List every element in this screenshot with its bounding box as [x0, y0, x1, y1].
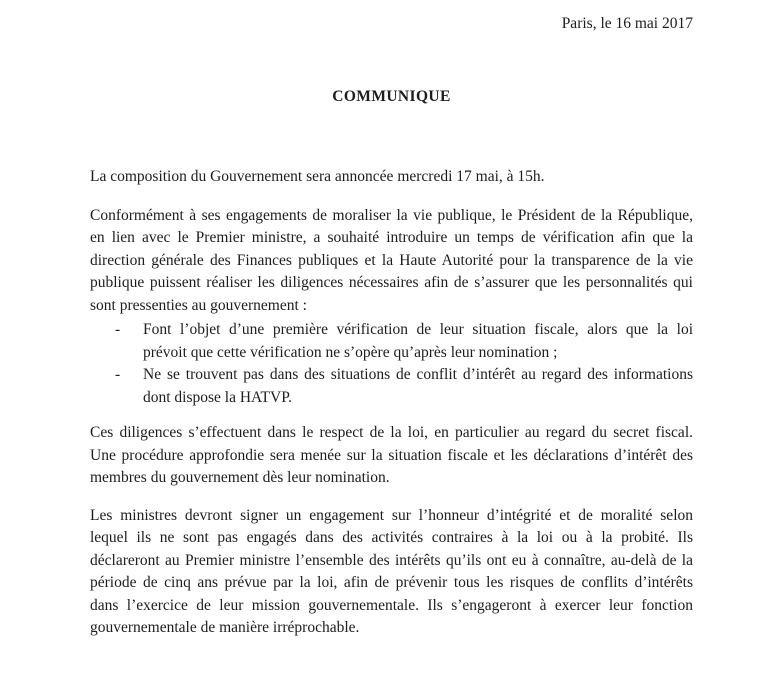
text-line: Les ministres devront signer un engagement sur l’honneur d’intégrité et de moralité selon: [90, 506, 693, 524]
text-line: gouvernementale de manière irréprochable.: [90, 619, 360, 636]
text-line: en lien avec le Premier ministre, a souhaité introduire un temps de vérification afin que la: [90, 229, 693, 246]
text-line: La composition du Gouvernement sera annoncée mercredi 17 mai, à 15h.: [90, 168, 545, 185]
text-line: Ces diligences s’effectuent dans le respect de la loi, en particulier au regard du secret fiscal.: [90, 424, 693, 441]
text-line: Font l’objet d’une première vérification de leur situation fiscale, alors que la loi: [143, 321, 693, 338]
text-line: prévoit que cette vérification ne s’opère qu’après leur nomination ;: [143, 343, 558, 361]
bullet-list: [90, 319, 693, 409]
paragraph-verification-intro: [90, 205, 693, 318]
text-line: dans l’exercice de leur mission gouvernementale. Ils s’engageront à exercer leur fonction: [90, 596, 693, 614]
text-line: membres du gouvernement dès leur nomination.: [90, 469, 390, 486]
text-line: direction générale des Finances publiques et la Haute Autorité pour la transparence de la vie: [90, 251, 693, 269]
text-line: lequel ils ne sont pas engagés dans des activités contraires à la loi ou à la probité. Ils: [90, 529, 693, 546]
text-line: Ne se trouvent pas dans des situations de conflit d’intérêt au regard des informations: [143, 366, 693, 383]
text-line: Conformément à ses engagements de moraliser la vie publique, le Président de la République,: [90, 206, 693, 224]
text-line: dont dispose la HATVP.: [143, 388, 292, 406]
text-line: sont pressenties au gouvernement :: [90, 296, 307, 314]
bullet-text-conflict-interest: [143, 364, 693, 409]
bullet-item-fiscal-check: [90, 319, 693, 364]
dateline: Paris, le 16 mai 2017: [561, 15, 693, 32]
text-line: période de cinq ans prévue par la loi, afin de prévenir tous les risques de conflits d’intérêts: [90, 574, 693, 591]
text-line: déclareront au Premier ministre l’ensemble des intérêts qu’ils ont eu à connaître, au-delà de la: [90, 551, 693, 569]
communique-title: COMMUNIQUE: [332, 87, 451, 105]
paragraph-engagement: [90, 505, 693, 640]
text-line: publique puissent réaliser les diligences nécessaires afin de s’assurer que les personnalités qui: [90, 274, 693, 291]
bullet-dash: -: [115, 321, 121, 338]
bullet-text-fiscal-check: [143, 319, 693, 364]
paragraph-diligences: [90, 422, 693, 490]
text-line: Une procédure approfondie sera menée sur la situation fiscale et les déclarations d’intérêt des: [90, 446, 693, 464]
bullet-item-conflict-interest: [90, 364, 693, 409]
bullet-dash: -: [115, 366, 121, 383]
paragraph-announcement: [90, 166, 693, 189]
